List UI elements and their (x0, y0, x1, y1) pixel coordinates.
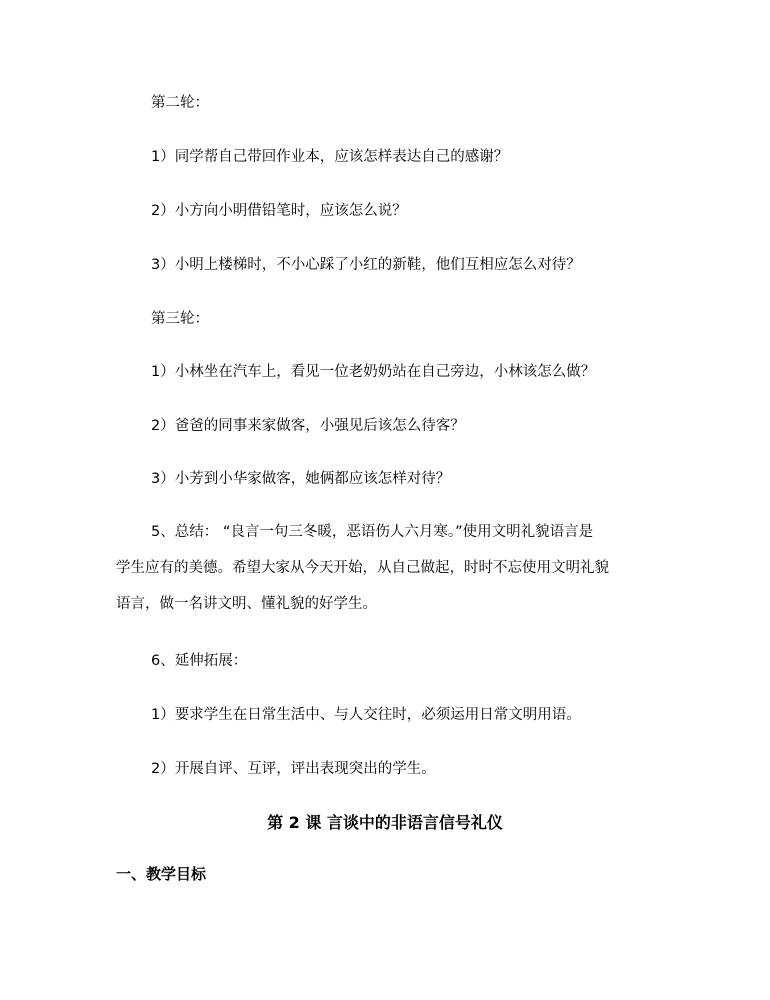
lesson-title: 第 2 课 言谈中的非语言信号礼仪 (267, 813, 503, 832)
round-3-question-2: 2）爸爸的同事来家做客，小强见后该怎么待客？ (151, 418, 465, 434)
round-2-question-3: 3）小明上楼梯时，不小心踩了小红的新鞋，他们互相应怎么对待？ (151, 257, 581, 273)
summary-line-3: 语言，做一名讲文明、懂礼貌的好学生。 (116, 596, 377, 612)
summary-line-2: 学生应有的美德。希望大家从今天开始，从自己做起，时时不忘使用文明礼貌 (116, 560, 609, 576)
extension-label: 6、延伸拓展： (151, 653, 248, 669)
extension-item-2: 2）开展自评、互评，评出表现突出的学生。 (151, 761, 436, 777)
round-2-question-1: 1）同学帮自己带回作业本，应该怎样表达自己的感谢？ (151, 149, 509, 165)
extension-item-1: 1）要求学生在日常生活中、与人交往时，必须运用日常文明用语。 (151, 707, 581, 723)
round-3-label: 第三轮： (151, 311, 209, 327)
section-heading: 一、教学目标 (116, 865, 207, 883)
round-3-question-1: 1）小林坐在汽车上，看见一位老奶奶站在自己旁边，小林该怎么做？ (151, 364, 596, 380)
summary-paragraph (116, 514, 662, 622)
summary-line-1: 5、总结： “良言一句三冬暖，恶语伤人六月寒。”使用文明礼貌语言是 (151, 524, 594, 540)
round-2-question-2: 2）小方向小明借铅笔时，应该怎么说？ (151, 203, 407, 219)
round-2-label: 第二轮： (151, 95, 209, 111)
round-3-question-3: 3）小芳到小华家做客，她俩都应该怎样对待？ (151, 471, 451, 487)
